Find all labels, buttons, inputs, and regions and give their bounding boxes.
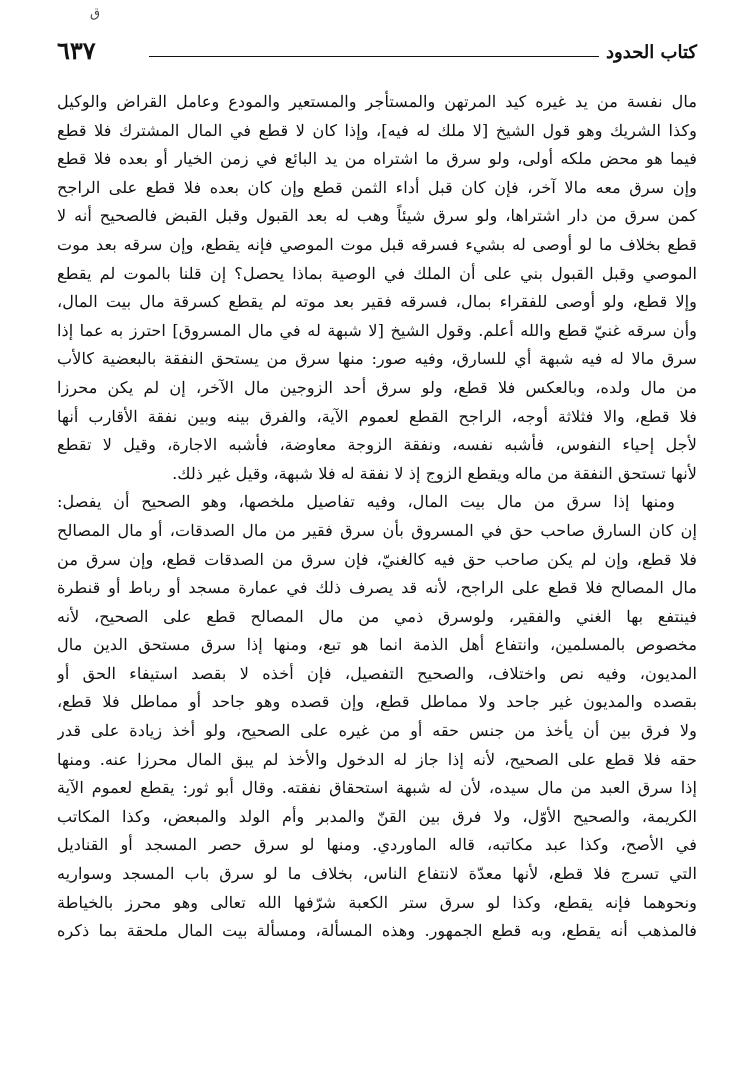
top-margin-mark: ق: [90, 6, 101, 21]
text-line: مال المصالح فلا قطع على الراجح، لأنه قد يصرف ذلك في عمارة مسجد أو رباط أو قنطرة: [57, 578, 697, 598]
text-line: فلا قطع، والا فثلاثة أوجه، الراجح القطع لعموم الآية، والفرق بينه وبين نفقة الأقارب أنها: [57, 406, 697, 426]
text-line: المديون، وفيه نص واختلاف، والصحيح التفصيل، فإن أخذه لا بقصد استيفاء الحق أو: [57, 663, 697, 683]
text-line: بقصده والمديون غير جاحد ولا مماطل قطع، وإن قصده وهو جاحد أو مماطل فلا قطع،: [57, 692, 697, 712]
text-line: لأجل إحياء النفوس، فأشبه نفسه، ونفقة الزوجة معاوضة، فأشبه الاجارة، وقيل لا تقطع: [57, 435, 697, 455]
text-line: إذا سرق العبد من مال سيده، لأن له شبهة استحقاق نفقته. وقال أبو ثور: يقطع لعموم الآية: [57, 778, 697, 798]
text-line: فينتفع بها الغني والفقير، ولوسرق ذمي من مال المصالح قطع على الصحيح، لأنه: [57, 606, 697, 626]
text-line: وأن سرقه غنيّ قطع والله أعلم. وقول الشيخ [لا شبهة له في مال المسروق] احترز به عما إذا: [57, 320, 697, 340]
text-line: مخصوص بالمسلمين، وانتفاع أهل الذمة انما هو تبع، ومنها إذا سرق مستحق الدين مال: [57, 635, 697, 655]
text-line: سرق مالا له فيه شبهة أي للسارق، وفيه صور: منها سرق من يستحق النفقة بالبعضية كالأب: [57, 349, 697, 369]
text-line: حقه فلا قطع على الصحيح، لأنه إذا جاز له الدخول والأخذ لم يبق المال محرزا عنه. ومنها: [57, 749, 697, 769]
text-line: وإن سرق معه مالا آخر، فإن كان قبل أداء الثمن قطع وإن كان بعده فلا قطع على الراجح: [57, 177, 697, 197]
text-line: فالمذهب أنه يقطع، وبه قطع الجمهور. وهذه المسألة، ومسألة بيت المال ملحقة بما ذكره: [57, 921, 697, 941]
text-line: ونحوهما فإنه يقطع، وكذا لو سرق ستر الكعبة شرّفها الله تعالى وهو محرز بالخياطة: [57, 892, 697, 912]
text-line: ولا فرق بين أن يأخذ من جنس حقه أو من غيره على الصحيح، ولو أخذ زيادة على قدر: [57, 721, 697, 741]
page-header: [57, 34, 697, 74]
text-line: الكريمة، والصحيح الأوّل، ولا فرق بين القنّ والمدبر وأم الولد والمبعض، وكذا المكاتب: [57, 806, 697, 826]
text-line: فلا قطع، وإن لم يكن صاحب حق فيه كالغنيّ، فإن سرق من الصدقات قطع، وإن سرق من: [57, 549, 697, 569]
text-line: وإلا قطع، ولو أوصى للفقراء بمال، فسرقه فقير بعد موته لم يقطع كسرقة مال بيت المال،: [57, 292, 697, 312]
text-line: لأنها تستحق النفقة من ماله ويقطع الزوج إذ لا نفقة له فلا شبهة، وقيل غير ذلك.: [172, 463, 697, 483]
text-line: إن كان السارق صاحب حق في المسروق بأن سرق فقير من مال الصدقات، أو مال المصالح: [57, 520, 697, 540]
body-text: [57, 88, 697, 946]
header-title: كتاب الحدود: [606, 42, 697, 63]
text-line: في الأصح، وكذا عبد مكاتبه، قاله الماوردي. ومنها لو سرق حصر المسجد أو القناديل: [57, 835, 697, 855]
text-line: فيما هو محض ملكه أولى، ولو سرق ما اشتراه من يد البائع في زمن الخيار أو بعده فلا قطع: [57, 149, 697, 169]
text-line: الموصي وقبل القبول بني على أن الملك في الوصية بماذا يحصل؟ إن قلنا بالموت لم يقطع: [57, 263, 697, 283]
text-line: وكذا الشريك وهو قول الشيخ [لا ملك له فيه]، وإذا كان لا قطع في المال المشترك فلا قطع: [57, 120, 697, 140]
header-rule: [149, 56, 599, 57]
text-line: ومنها إذا سرق من مال بيت المال، وفيه تفاصيل ملخصها، وهو الصحيح أن يفصل:: [57, 492, 675, 512]
page-number: ٦٣٧: [57, 36, 96, 65]
text-line: التي تسرج فلا قطع، لأنها معدّة لانتفاع الناس، بخلاف ما لو سرق باب المسجد وسواريه: [57, 864, 697, 884]
text-line: من مال ولده، وبالعكس فلا قطع، ولو سرق أحد الزوجين مال الآخر، إن لم يكن محرزا: [57, 377, 697, 397]
text-line: كمن سرق من دار اشتراها، ولو سرق شيئاً وهب له بعد القبول وقبل القبض فالصحيح أنه لا: [57, 206, 697, 226]
text-line: مال نفسة من يد غيره كيد المرتهن والمستأجر والمستعير والمودع وعامل القراض والوكيل: [57, 92, 697, 111]
text-line: قطع بخلاف ما لو أوصى له بشيء فسرقه قبل موت الموصي فإنه يقطع، وإن سرقه بعد موت: [57, 234, 697, 254]
